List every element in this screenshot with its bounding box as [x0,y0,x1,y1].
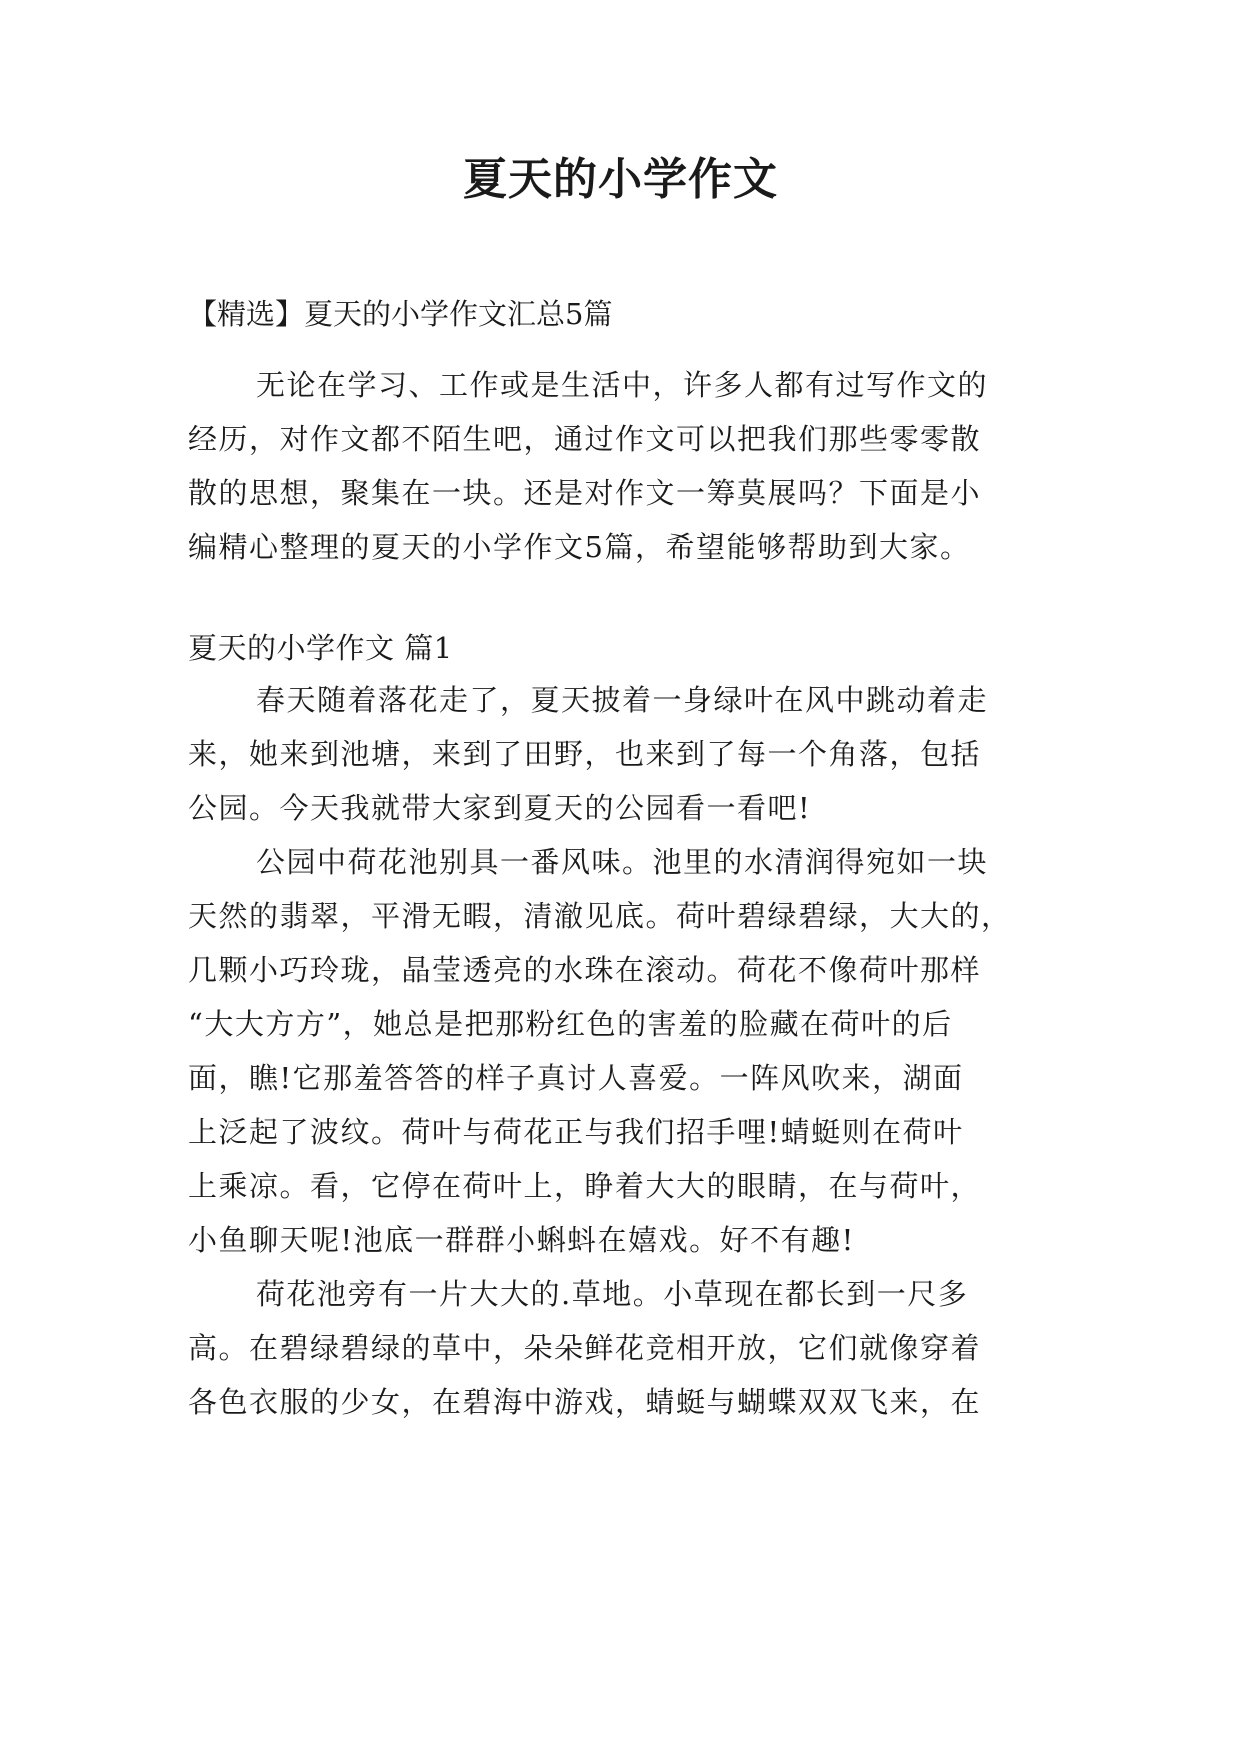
intro-line: 经历，对作文都不陌生吧，通过作文可以把我们那些零零散 [188,422,982,456]
body-line: 小鱼聊天呢!池底一群群小蝌蚪在嬉戏。好不有趣! [188,1223,855,1257]
body-line: 几颗小巧玲珑，晶莹透亮的水珠在滚动。荷花不像荷叶那样 [188,953,982,987]
body-line: 面，瞧!它那羞答答的样子真讨人喜爱。一阵风吹来，湖面 [188,1061,964,1095]
body-line: “大大方方”，她总是把那粉红色的害羞的脸藏在荷叶的后 [188,1007,953,1041]
body-line: 上泛起了波纹。荷叶与荷花正与我们招手哩!蜻蜓则在荷叶 [188,1115,964,1149]
intro-line: 无论在学习、工作或是生活中，许多人都有过写作文的 [256,368,989,402]
body-line: 天然的翡翠，平滑无暇，清澈见底。荷叶碧绿碧绿，大大的， [188,899,1012,933]
body-line: 上乘凉。看，它停在荷叶上，睁着大大的眼睛，在与荷叶， [188,1169,982,1203]
body-line: 公园。今天我就带大家到夏天的公园看一看吧! [188,791,812,825]
body-line: 春天随着落花走了，夏天披着一身绿叶在风中跳动着走 [256,683,989,717]
body-line: 各色衣服的少女，在碧海中游戏，蜻蜓与蝴蝶双双飞来，在 [188,1385,982,1419]
document-subtitle: 【精选】夏天的小学作文汇总5篇 [188,297,613,331]
body-line: 荷花池旁有一片大大的.草地。小草现在都长到一尺多 [256,1277,969,1311]
section-heading: 夏天的小学作文 篇1 [188,631,453,665]
body-line: 公园中荷花池别具一番风味。池里的水清润得宛如一块 [256,845,989,879]
document-title: 夏天的小学作文 [463,154,778,205]
intro-line: 编精心整理的夏天的小学作文5篇，希望能够帮助到大家。 [188,530,971,564]
intro-line: 散的思想，聚集在一块。还是对作文一筹莫展吗？下面是小 [188,476,982,510]
body-line: 来，她来到池塘，来到了田野，也来到了每一个角落，包括 [188,737,982,771]
body-line: 高。在碧绿碧绿的草中，朵朵鲜花竞相开放，它们就像穿着 [188,1331,982,1365]
